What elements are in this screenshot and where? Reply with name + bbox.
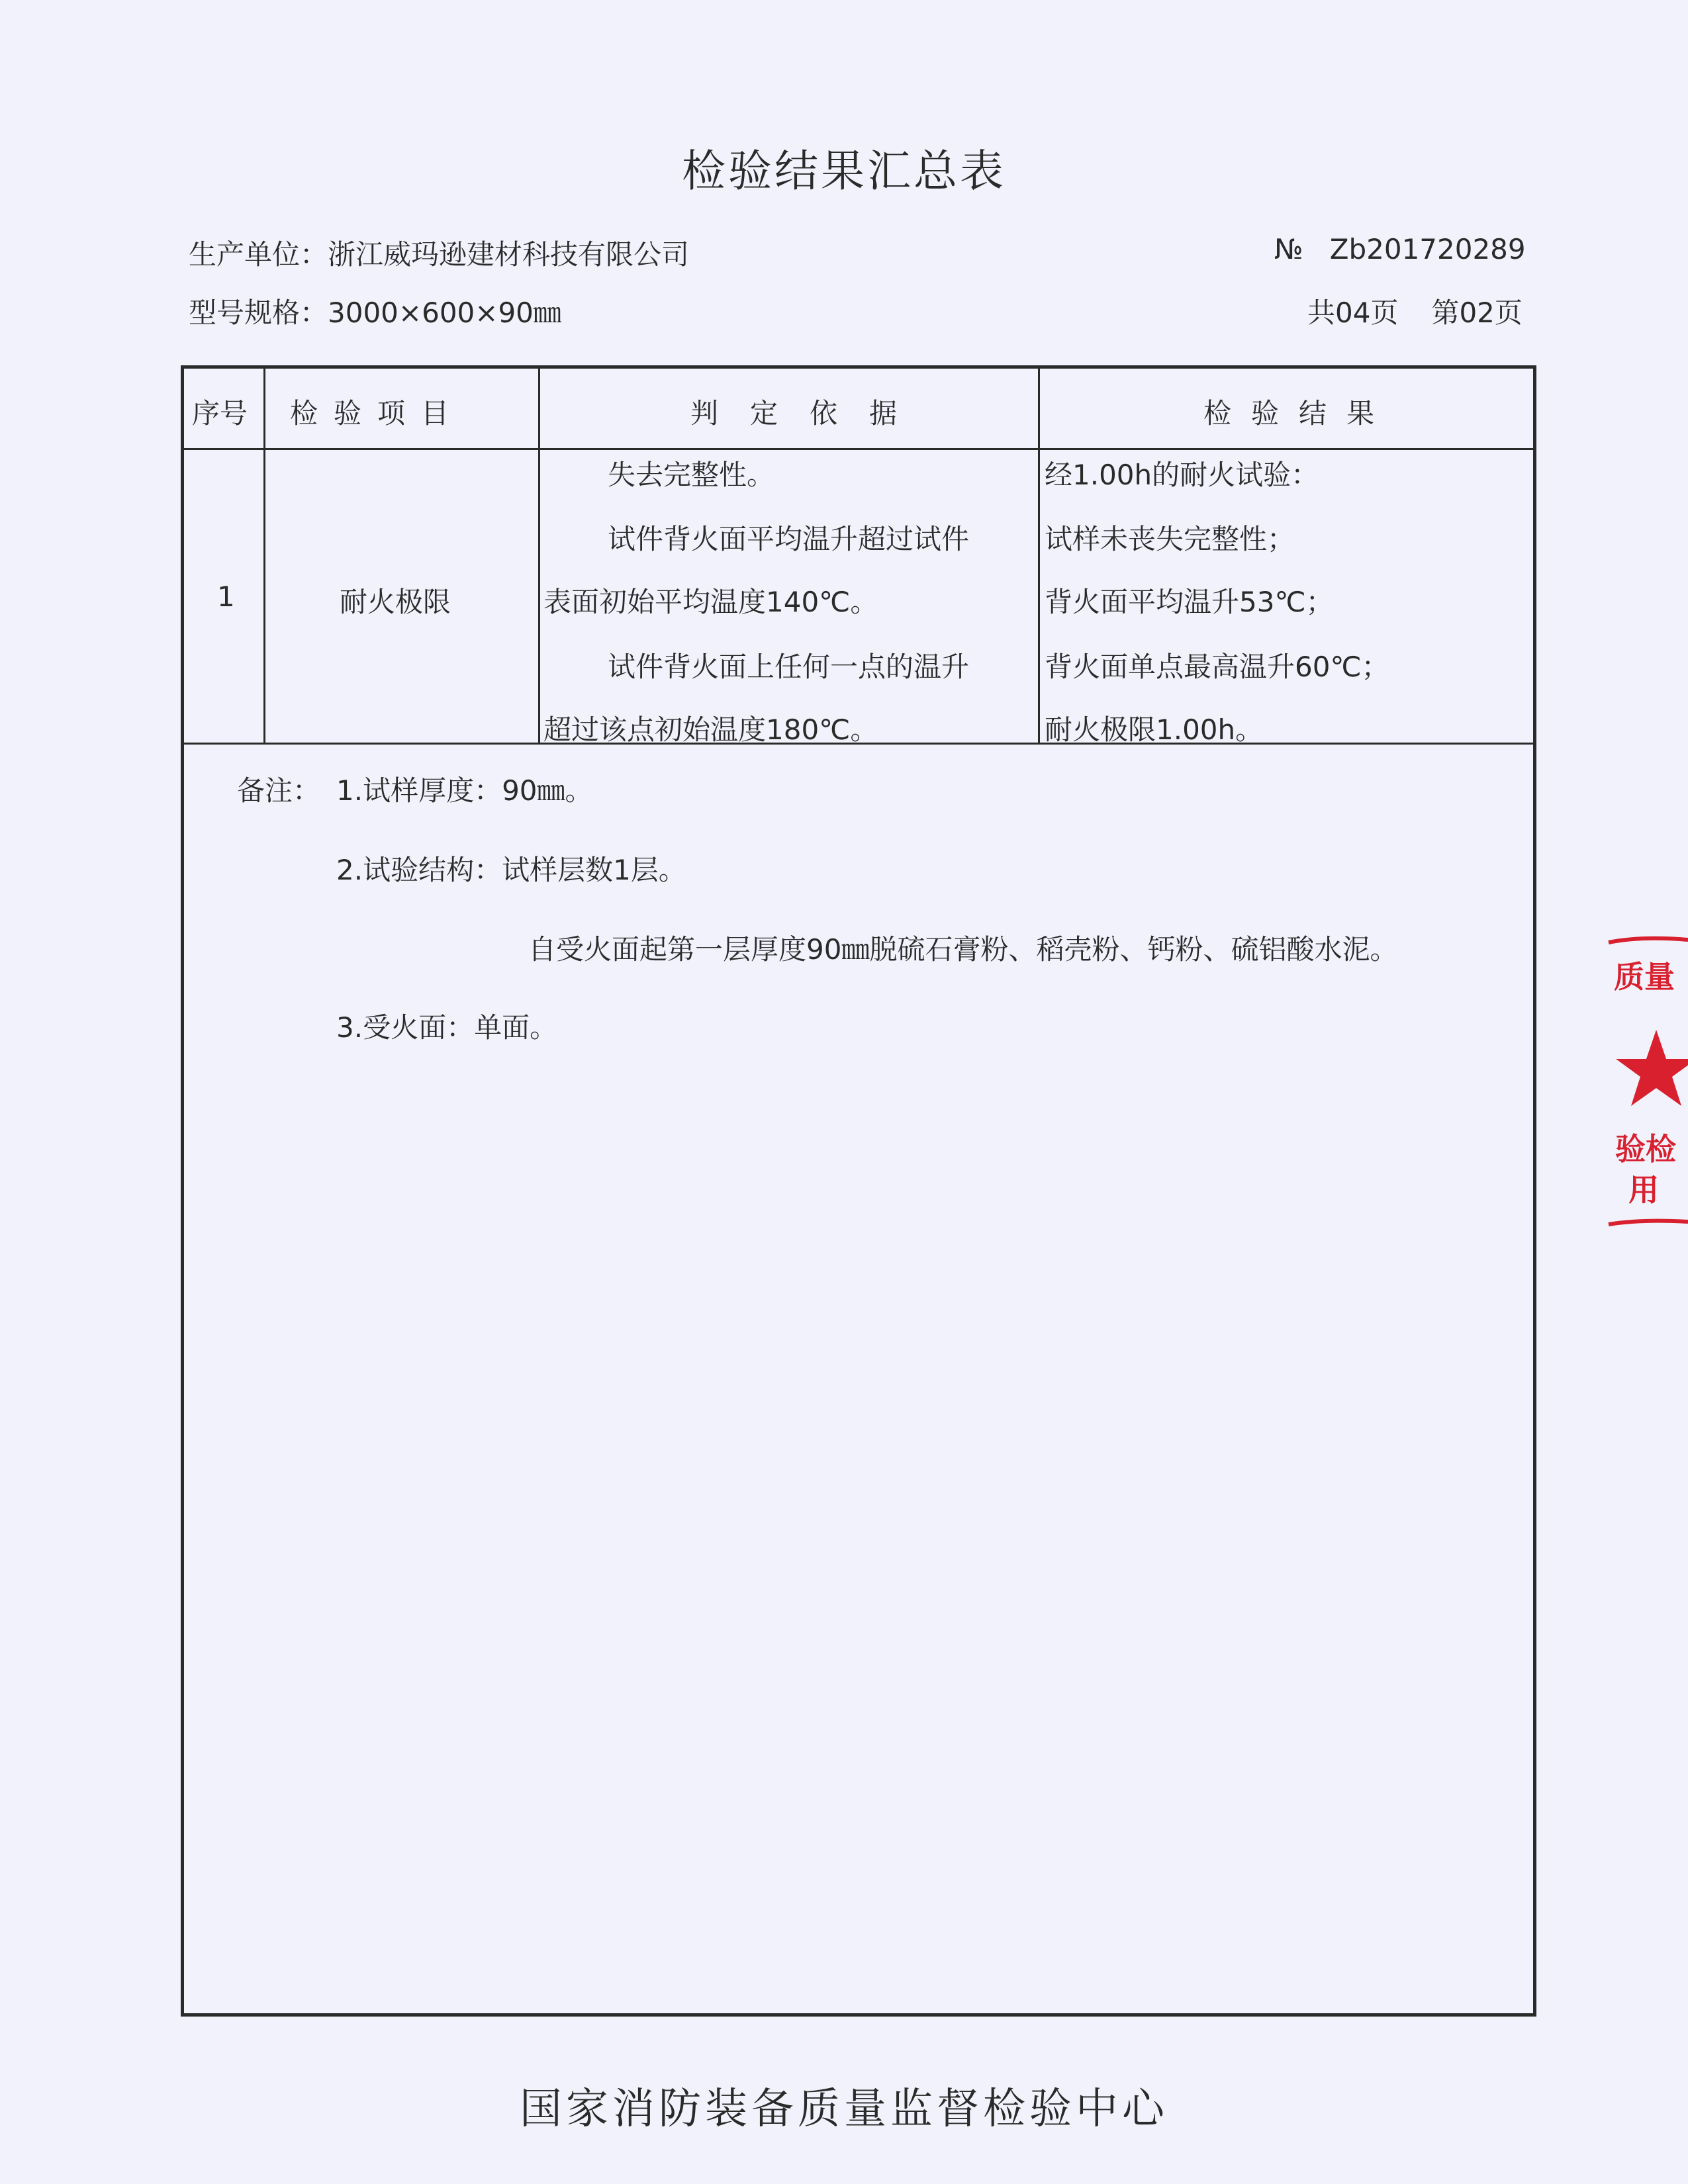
col-divider-1 [263,369,265,743]
pages-total: 共04页 [1307,296,1399,329]
row-index: 1 [217,580,235,613]
note-item: 1.试样厚度：90㎜。 [336,774,593,807]
note-item: 3.受火面：单面。 [336,1011,558,1044]
page-info [1307,291,1523,331]
result-line: 经1.00h的耐火试验： [1045,459,1319,491]
row-item: 耐火极限 [340,586,451,618]
document-title: 检验结果汇总表 [682,146,1006,197]
producer-name: 浙江威玛逊建材科技有限公司 [328,238,690,271]
number-label: № [1274,233,1303,265]
results-table [181,365,1536,2017]
basis-line: 试件背火面上任何一点的温升 [608,651,970,683]
note-item: 自受火面起第一层厚度90㎜脱硫石膏粉、稻壳粉、钙粉、硫铝酸水泥。 [528,933,1398,966]
col-divider-3 [1038,369,1040,743]
spec-row [189,291,561,331]
report-number-row [1274,233,1526,265]
result-line: 背火面单点最高温升60℃； [1045,651,1389,683]
header-item: 检验项目 [290,397,465,430]
producer-label: 生产单位： [189,238,328,271]
header-basis: 判定依据 [690,397,929,430]
result-line: 耐火极限1.00h。 [1045,713,1264,746]
report-number: Zb201720289 [1329,233,1526,265]
page-current: 第02页 [1431,296,1523,329]
header-index: 序号 [192,397,248,430]
issuer-footer: 国家消防装备质量监督检验中心 [520,2085,1168,2134]
result-line: 试样未丧失完整性； [1045,523,1295,555]
basis-line: 表面初始平均温度140℃。 [543,586,878,618]
col-divider-2 [538,369,540,743]
seal-text: 用 [1628,1172,1659,1208]
header-divider [184,448,1533,450]
note-item: 2.试验结构：试样层数1层。 [336,854,686,886]
seal-text: 质量 [1614,959,1675,995]
spec-value: 3000×600×90㎜ [328,296,561,329]
notes-label: 备注： [237,774,321,807]
result-line: 背火面平均温升53℃； [1045,586,1334,618]
basis-line: 失去完整性。 [608,459,775,491]
spec-label: 型号规格： [189,296,328,329]
seal-text: 验检 [1615,1131,1676,1167]
official-seal [1602,933,1688,1231]
header-result: 检验结果 [1203,397,1395,430]
producer-row [189,233,689,273]
basis-line: 超过该点初始温度180℃。 [543,713,878,746]
basis-line: 试件背火面平均温升超过试件 [608,523,970,555]
